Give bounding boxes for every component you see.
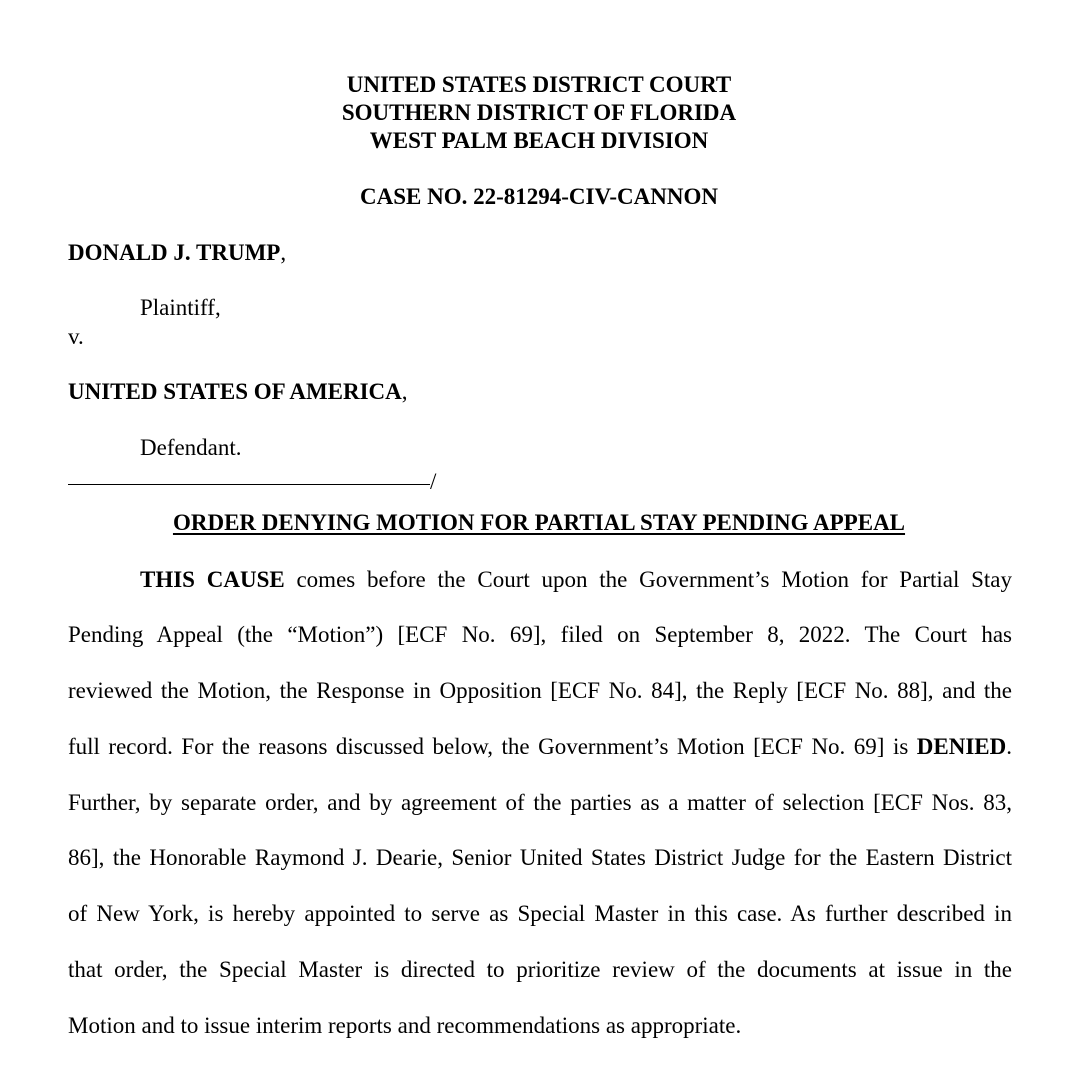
- body-line-4-period: .: [1006, 734, 1012, 759]
- body-line-7: of New York, is hereby appointed to serve as Special Master in this case. As further described in: [68, 901, 1012, 926]
- body-line-8: that order, the Special Master is directed to prioritize review of the documents at issue in the: [68, 957, 1012, 982]
- plaintiff-heading: [68, 239, 286, 267]
- order-title-text: ORDER DENYING MOTION FOR PARTIAL STAY PENDING APPEAL: [172, 510, 906, 535]
- body-line-1-text: comes before the Court upon the Government’s Motion for Partial Stay: [284, 567, 1012, 592]
- signature-rule: [68, 468, 430, 485]
- body-line-5: Further, by separate order, and by agreement of the parties as a matter of selection [ECF Nos. 83,: [68, 790, 1012, 815]
- division-name: WEST PALM BEACH DIVISION: [369, 128, 709, 153]
- plaintiff-name: DONALD J. TRUMP: [68, 240, 281, 265]
- plaintiff-role: Plaintiff,: [140, 295, 221, 320]
- plaintiff-comma: ,: [280, 240, 287, 265]
- this-cause-lead: THIS CAUSE: [140, 567, 285, 592]
- order-title: [0, 509, 1078, 537]
- case-number: CASE NO. 22-81294-CIV-CANNON: [360, 184, 718, 209]
- body-line-6: 86], the Honorable Raymond J. Dearie, Senior United States District Judge for the Eastern District: [68, 845, 1012, 870]
- defendant-name: UNITED STATES OF AMERICA: [68, 379, 402, 404]
- defendant-role: Defendant.: [140, 435, 242, 460]
- signature-line: [68, 468, 436, 496]
- body-line-4-text: full record. For the reasons discussed below, the Government’s Motion [ECF No. 69] is: [68, 734, 917, 759]
- district-name: SOUTHERN DISTRICT OF FLORIDA: [341, 100, 737, 125]
- body-line-1: [140, 566, 1012, 594]
- body-line-3: reviewed the Motion, the Response in Opposition [ECF No. 84], the Reply [ECF No. 88], and the: [68, 678, 1012, 703]
- versus-label: v.: [68, 324, 84, 349]
- body-line-9: Motion and to issue interim reports and recommendations as appropriate.: [68, 1013, 742, 1038]
- signature-slash: /: [430, 469, 437, 494]
- defendant-heading: [68, 378, 408, 406]
- defendant-comma: ,: [401, 379, 408, 404]
- court-name: UNITED STATES DISTRICT COURT: [346, 72, 732, 97]
- denied-word: DENIED: [916, 734, 1007, 759]
- body-line-4: [68, 733, 1012, 761]
- body-line-2: Pending Appeal (the “Motion”) [ECF No. 69], filed on September 8, 2022. The Court has: [68, 622, 1012, 647]
